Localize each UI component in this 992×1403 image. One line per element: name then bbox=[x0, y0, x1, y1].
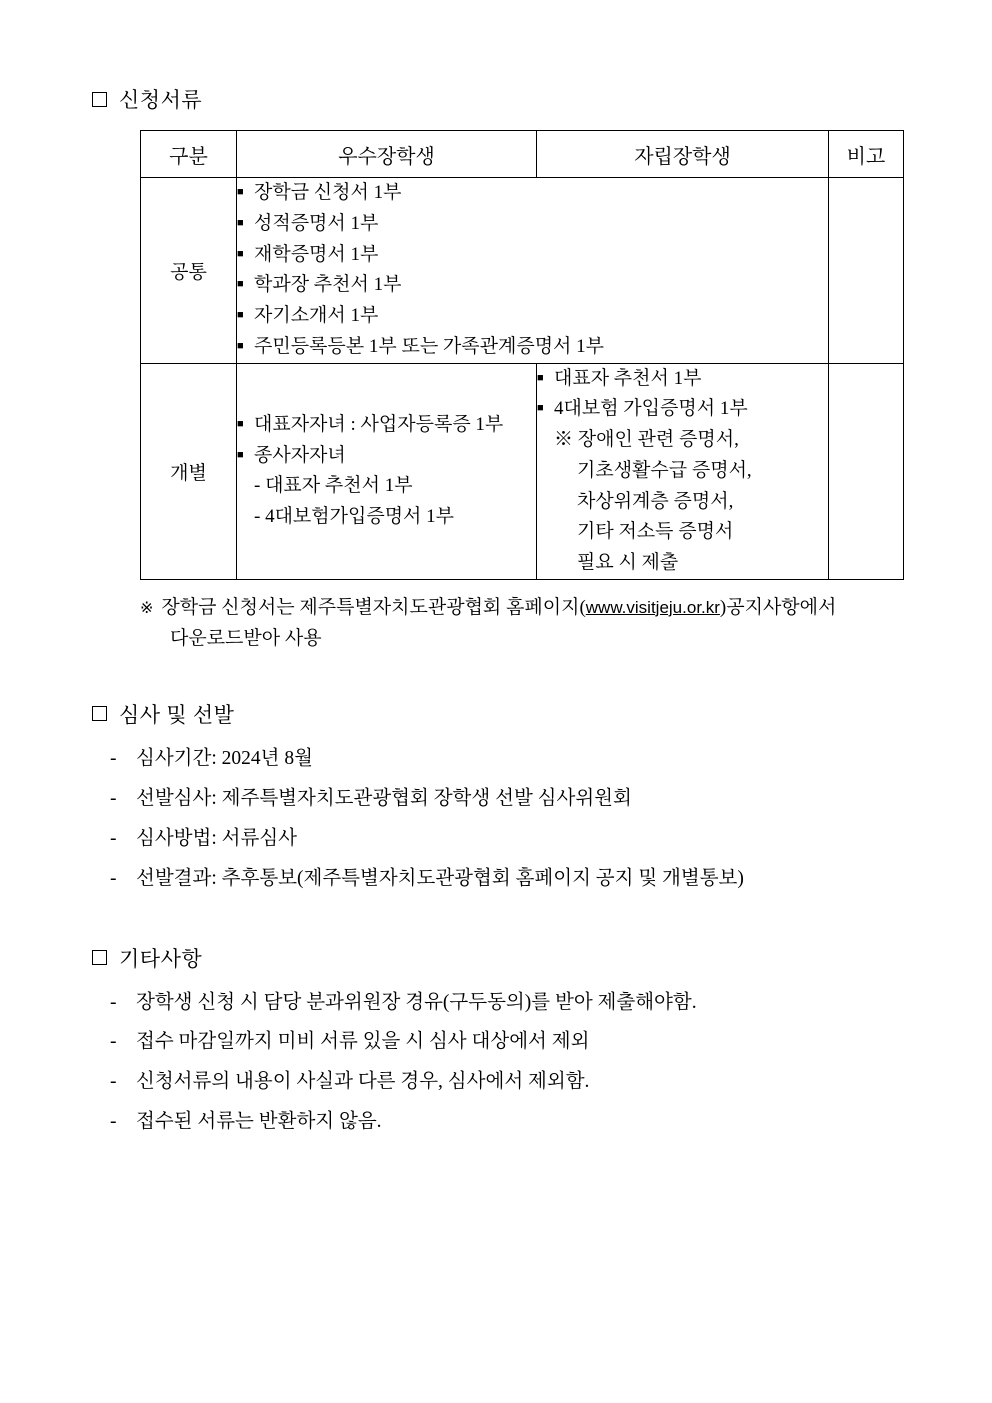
documents-table-wrapper bbox=[140, 130, 903, 580]
dash-marker: - bbox=[110, 827, 117, 849]
dash-marker: - bbox=[110, 747, 117, 769]
list-item bbox=[110, 1102, 992, 1142]
list-item bbox=[110, 1062, 992, 1102]
row-common-documents bbox=[237, 178, 829, 364]
row-label-individual: 개별 bbox=[141, 363, 237, 579]
row-label-common: 공통 bbox=[141, 178, 237, 364]
checkbox-icon bbox=[92, 92, 107, 107]
list-item: ■ 대표자자녀 : 사업자등록증 1부 bbox=[237, 410, 536, 441]
row-individual-note bbox=[829, 363, 904, 579]
list-item: ■ 성적증명서 1부 bbox=[237, 209, 828, 240]
documents-table bbox=[140, 130, 904, 580]
dash-marker: - bbox=[110, 991, 117, 1013]
row-individual-excellent bbox=[237, 363, 537, 579]
section-heading-etc bbox=[92, 943, 992, 973]
etc-list bbox=[110, 983, 992, 1143]
list-item bbox=[110, 859, 992, 899]
list-item: 기타 저소득 증명서 bbox=[577, 521, 734, 543]
list-item-label: 장학생 신청 시 담당 분과위원장 경유(구두동의)를 받아 제출해야함. bbox=[136, 991, 697, 1013]
list-item bbox=[110, 1022, 992, 1062]
note-text-line2: 다운로드받아 사용 bbox=[170, 628, 322, 650]
note-text-part1: 장학금 신청서는 제주특별자치도관광협회 홈페이지( bbox=[161, 596, 586, 618]
list-item: - 4대보험가입증명서 1부 bbox=[254, 506, 455, 528]
list-item-label: 선발심사: 제주특별자치도관광협회 장학생 선발 심사위원회 bbox=[136, 787, 632, 809]
list-item: 차상위계층 증명서, bbox=[577, 490, 734, 512]
reference-mark-icon: ※ bbox=[140, 599, 154, 617]
list-item bbox=[110, 739, 992, 779]
dash-marker: - bbox=[110, 1111, 117, 1133]
list-item: 기초생활수급 증명서, bbox=[577, 459, 752, 481]
checkbox-icon bbox=[92, 950, 107, 965]
list-item: ■ 종사자자녀 bbox=[237, 441, 536, 472]
list-item: ■ 대표자 추천서 1부 bbox=[537, 364, 828, 395]
dash-marker: - bbox=[110, 1071, 117, 1093]
list-item bbox=[110, 779, 992, 819]
table-header-row bbox=[141, 131, 904, 178]
review-list bbox=[110, 739, 992, 899]
dash-marker: - bbox=[110, 867, 117, 889]
section-title-etc: 기타사항 bbox=[119, 946, 203, 971]
section-heading-review bbox=[92, 699, 992, 729]
list-item: 필요 시 제출 bbox=[577, 552, 679, 574]
list-item: ■ 자기소개서 1부 bbox=[237, 301, 828, 332]
dash-marker: - bbox=[110, 787, 117, 809]
table-header-gubun: 구분 bbox=[141, 131, 237, 178]
list-item: ■ 4대보험 가입증명서 1부 bbox=[537, 394, 828, 425]
list-item-label: 신청서류의 내용이 사실과 다른 경우, 심사에서 제외함. bbox=[136, 1071, 590, 1093]
documents-note bbox=[140, 592, 940, 655]
table-header-self: 자립장학생 bbox=[537, 131, 829, 178]
section-title-documents: 신청서류 bbox=[119, 88, 203, 112]
list-item: ■ 재학증명서 1부 bbox=[237, 240, 828, 271]
row-common-note bbox=[829, 178, 904, 364]
table-row bbox=[141, 178, 904, 364]
list-item: - 대표자 추천서 1부 bbox=[254, 475, 413, 497]
section-heading-documents bbox=[92, 84, 992, 114]
row-individual-self bbox=[537, 363, 829, 579]
list-item-label: 선발결과: 추후통보(제주특별자치도관광협회 홈페이지 공지 및 개별통보) bbox=[136, 867, 744, 889]
homepage-link[interactable]: www.visitjeju.or.kr bbox=[585, 597, 720, 617]
list-item: ■ 장학금 신청서 1부 bbox=[237, 178, 828, 209]
checkbox-icon bbox=[92, 706, 107, 721]
list-item-label: 접수된 서류는 반환하지 않음. bbox=[136, 1111, 382, 1133]
table-header-note: 비고 bbox=[829, 131, 904, 178]
list-item bbox=[110, 983, 992, 1023]
list-item: ■ 주민등록등본 1부 또는 가족관계증명서 1부 bbox=[237, 332, 828, 363]
note-text-part2: )공지사항에서 bbox=[719, 596, 837, 618]
list-item: ■ 학과장 추천서 1부 bbox=[237, 270, 828, 301]
dash-marker: - bbox=[110, 1031, 117, 1053]
list-item: ※ 장애인 관련 증명서, bbox=[554, 429, 739, 451]
section-title-review: 심사 및 선발 bbox=[119, 702, 235, 727]
list-item-label: 접수 마감일까지 미비 서류 있을 시 심사 대상에서 제외 bbox=[136, 1031, 590, 1053]
list-item-label: 심사기간: 2024년 8월 bbox=[136, 747, 313, 769]
table-header-excellent: 우수장학생 bbox=[237, 131, 537, 178]
table-row bbox=[141, 363, 904, 579]
list-item bbox=[110, 819, 992, 859]
list-item-label: 심사방법: 서류심사 bbox=[136, 827, 297, 849]
